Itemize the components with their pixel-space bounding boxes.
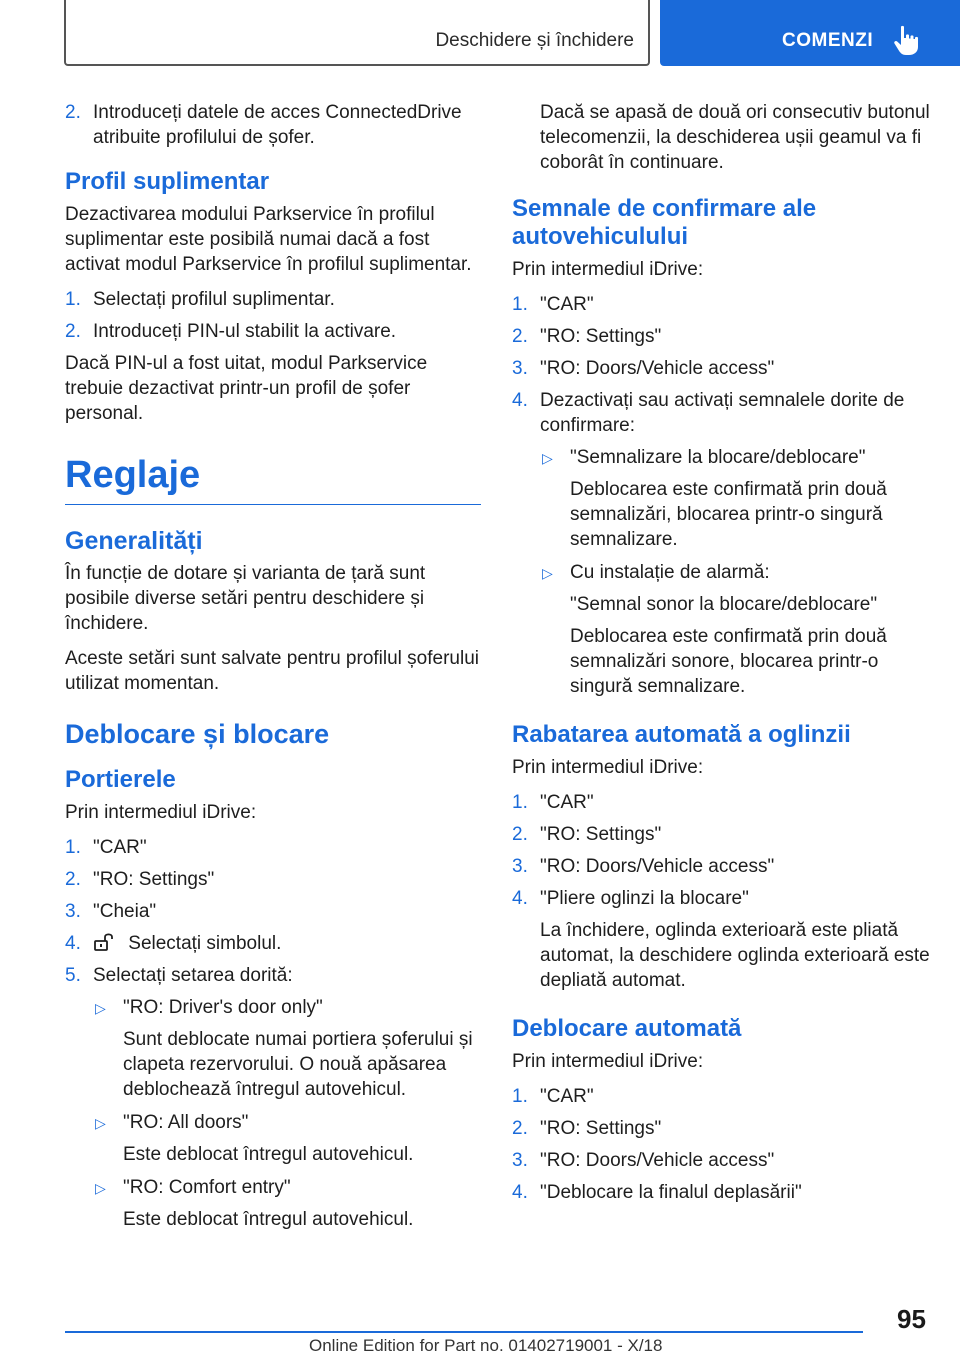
list-item: 1. "CAR": [512, 294, 594, 315]
paragraph: În funcție de dotare și varianta de țară sunt posibile diverse setări pentru deschidere și închidere.: [65, 563, 426, 634]
section-title: Deschidere și închidere: [435, 30, 634, 51]
list-item: 2. "RO: Settings": [512, 1118, 662, 1139]
page-number: 95: [897, 1304, 926, 1334]
list-item: 3. "Cheia": [65, 901, 157, 922]
list-item: 2. "RO: Settings": [65, 869, 215, 890]
bullet-description: Este deblocat întregul autovehicul.: [123, 1144, 414, 1165]
unlock-icon: [93, 932, 117, 952]
list-item: 4. "Deblocare la finalul deplasării": [512, 1182, 802, 1203]
list-item: 2. Introduceți datele de acces ConnectedDrive atribuite profilului de șofer.: [65, 102, 462, 148]
chapter-tab: [660, 0, 960, 66]
paragraph: Prin intermediul iDrive:: [512, 1051, 704, 1072]
list-item: 4. Dezactivați sau activați semnalele dorite de confirmare:: [512, 390, 905, 436]
section-heading-semnale: Semnale de confirmare ale autovehiculului: [512, 195, 817, 250]
left-column: [65, 100, 481, 1239]
list-item: 2. "RO: Settings": [512, 326, 662, 347]
list-item: 2. "RO: Settings": [512, 824, 662, 845]
list-item: 3. "RO: Doors/Vehicle access": [512, 1150, 775, 1171]
paragraph: Aceste setări sunt salvate pentru profilul șoferului utilizat momentan.: [65, 648, 479, 694]
paragraph: Prin intermediul iDrive:: [512, 757, 704, 778]
bullet-description: Deblocarea este confirmată prin două semnalizări sonore, blocarea printr-o singură semnalizare.: [570, 626, 887, 697]
page-header: [0, 0, 960, 66]
paragraph: Dezactivarea modului Parkservice în profilul suplimentar este posibilă numai dacă a fost activat modul Parkservice în profilul suplimentar.: [65, 204, 472, 275]
footer-divider: [65, 1331, 863, 1333]
step-description: La închidere, oglinda exterioară este pliată automat, la deschidere oglinda exterioară este depliată automat.: [540, 920, 930, 991]
subsection-heading-portierele: Portierele: [65, 766, 176, 793]
bullet-description: "Semnal sonor la blocare/deblocare": [570, 594, 878, 615]
edition-footer: Online Edition for Part no. 01402719001 - X/18: [309, 1336, 663, 1355]
list-item: 3. "RO: Doors/Vehicle access": [512, 856, 775, 877]
list-item: 4. Selectați simbolul.: [65, 933, 282, 954]
section-heading-deblocare: Deblocare și blocare: [65, 719, 330, 749]
section-heading-profil: Profil suplimentar: [65, 168, 270, 195]
list-item: 1. "CAR": [512, 1086, 594, 1107]
section-heading-deblocare-automata: Deblocare automată: [512, 1015, 742, 1042]
bullet-item: ▷ "Semnalizare la blocare/deblocare": [542, 447, 866, 468]
list-item: 2. Introduceți PIN-ul stabilit la activare.: [65, 321, 397, 342]
bullet-description: Este deblocat întregul autovehicul.: [123, 1209, 414, 1230]
list-item: 1. "CAR": [512, 792, 594, 813]
bullet-item: ▷ "RO: Driver's door only": [95, 997, 323, 1018]
list-item: 1. Selectați profilul suplimentar.: [65, 289, 335, 310]
pointing-hand-icon: [892, 24, 922, 56]
list-item: 4. "Pliere oglinzi la blocare": [512, 888, 749, 909]
chapter-title: COMENZI: [782, 30, 874, 51]
section-tab: [64, 0, 650, 66]
section-heading-generalitati: Generalități: [65, 527, 203, 555]
bullet-item: ▷ "RO: Comfort entry": [95, 1177, 291, 1198]
list-item: 1. "CAR": [65, 837, 147, 858]
list-item: 3. "RO: Doors/Vehicle access": [512, 358, 775, 379]
paragraph: Dacă PIN-ul a fost uitat, modul Parkservice trebuie dezactivat printr-un profil de șofer personal.: [65, 353, 428, 424]
section-heading-rabatarea: Rabatarea automată a oglinzii: [512, 721, 851, 748]
bullet-description: Sunt deblocate numai portiera șoferului și clapeta rezervorului. O nouă apăsarea deblochează întregul autovehicul.: [123, 1029, 473, 1100]
chapter-heading-reglaje: Reglaje: [65, 452, 481, 505]
right-column: [512, 100, 932, 1212]
bullet-item: ▷ "RO: All doors": [95, 1112, 249, 1133]
paragraph: Prin intermediul iDrive:: [512, 259, 704, 280]
paragraph-continued: Dacă se apasă de două ori consecutiv butonul telecomenzii, la deschiderea ușii geamul va fi coborât în continuare.: [540, 102, 930, 173]
bullet-item: ▷ Cu instalație de alarmă:: [542, 562, 770, 583]
bullet-description: Deblocarea este confirmată prin două semnalizări, blocarea printr-o singură semnalizare.: [570, 479, 887, 550]
list-item: 5. Selectați setarea dorită:: [65, 965, 293, 986]
paragraph: Prin intermediul iDrive:: [65, 802, 257, 823]
